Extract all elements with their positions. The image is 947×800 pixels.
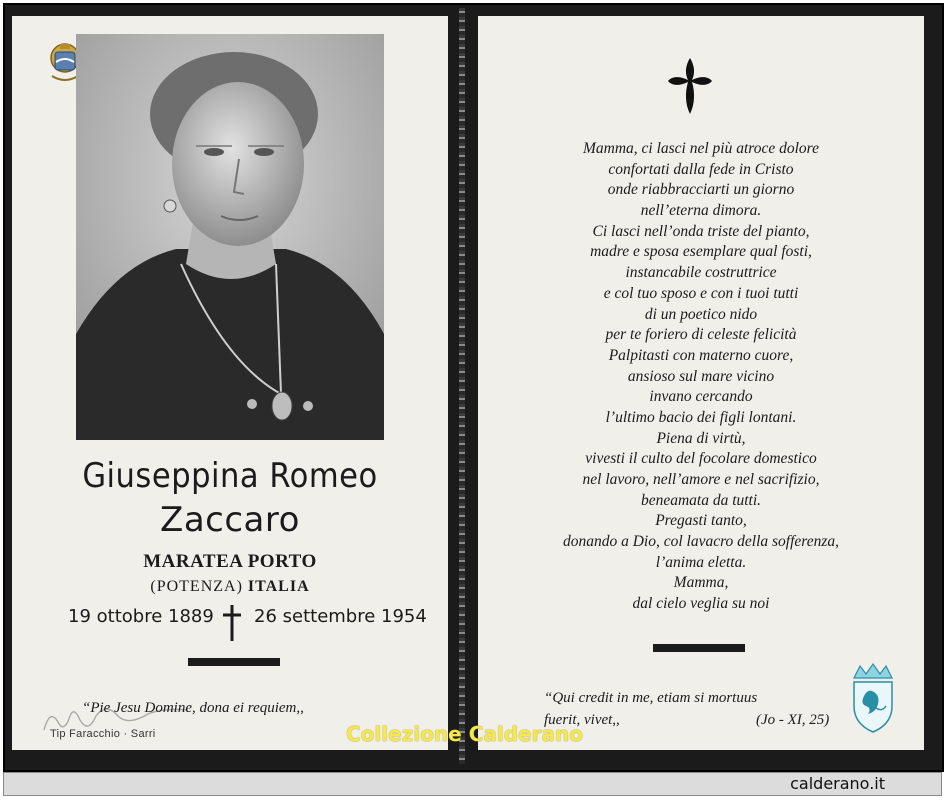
country: ITALIA xyxy=(247,578,310,595)
card-fold-spine xyxy=(459,8,465,764)
portrait-photo xyxy=(76,34,384,440)
gospel-reference: (Jo - XI, 25) xyxy=(756,712,830,728)
poem-line: beneamata da tutti. xyxy=(640,491,762,509)
poem-line: onde riabbracciarti un giorno xyxy=(607,181,795,199)
gospel-quote-line2: fuerit, vivet,, xyxy=(544,712,620,728)
poem-line: invano cercando xyxy=(649,388,753,406)
place-line2 xyxy=(12,578,448,596)
poem-line: di un poetico nido xyxy=(644,305,758,323)
crest-icon xyxy=(848,662,898,734)
poem-line: ansioso sul mare vicino xyxy=(627,367,775,385)
poem-line: Mamma, ci lasci nel più atroce dolore xyxy=(582,140,820,157)
poem-line: instancabile costruttrice xyxy=(625,264,777,282)
poem-line: e col tuo sposo e con i tuoi tutti xyxy=(603,284,799,302)
poem-line: dal cielo veglia su noi xyxy=(632,595,770,613)
collection-watermark: Collezione Calderano xyxy=(346,722,583,746)
birth-date: 19 ottobre 1889 xyxy=(68,606,214,627)
poem-line: l’anima eletta. xyxy=(655,553,747,571)
memorial-card-right xyxy=(478,16,924,750)
memorial-poem xyxy=(478,139,924,615)
divider-bar xyxy=(653,644,745,652)
printer-credit: Tip Faracchio · Sarri xyxy=(50,728,156,740)
divider-bar xyxy=(188,658,280,666)
poem-line: Ci lasci nell’onda triste del pianto, xyxy=(592,222,810,240)
memorial-card-left xyxy=(12,16,448,750)
poem-line: Mamma, xyxy=(673,574,729,592)
poem-line: confortati dalla fede in Cristo xyxy=(608,160,794,178)
poem-line: donando a Dio, col lavacro della sofferenza, xyxy=(562,533,840,551)
poem-line: l’ultimo bacio dei figli lontani. xyxy=(605,408,797,426)
poem-line: Palpitasti con materno cuore, xyxy=(608,346,794,364)
province: (POTENZA) xyxy=(150,578,243,595)
poem-line: nell’eterna dimora. xyxy=(640,202,762,220)
death-date: 26 settembre 1954 xyxy=(254,606,427,627)
latin-prayer: “Pie Jesu Domine, dona ei requiem,, xyxy=(82,700,304,716)
place-line1: MARATEA PORTO xyxy=(143,551,317,572)
poem-line: Pregasti tanto, xyxy=(655,512,747,530)
deceased-name-line2: Zaccaro xyxy=(160,500,300,540)
poem-line: nel lavoro, nell’amore e nel sacrifizio, xyxy=(582,471,820,488)
poem-line: Piena di virtù, xyxy=(656,429,746,447)
cross-icon xyxy=(666,56,714,116)
footer-bar xyxy=(3,772,942,796)
deceased-name-line1: Giuseppina Romeo xyxy=(82,456,378,496)
poem-line: madre e sposa esemplare qual fosti, xyxy=(590,243,812,261)
poem-line: vivesti il culto del focolare domestico xyxy=(585,450,817,468)
poem-line: per te foriero di celeste felicità xyxy=(605,326,797,344)
site-link[interactable]: calderano.it xyxy=(790,774,885,793)
cross-icon xyxy=(222,603,242,643)
gospel-quote-line1: “Qui credit in me, etiam si mortuus xyxy=(544,690,758,706)
